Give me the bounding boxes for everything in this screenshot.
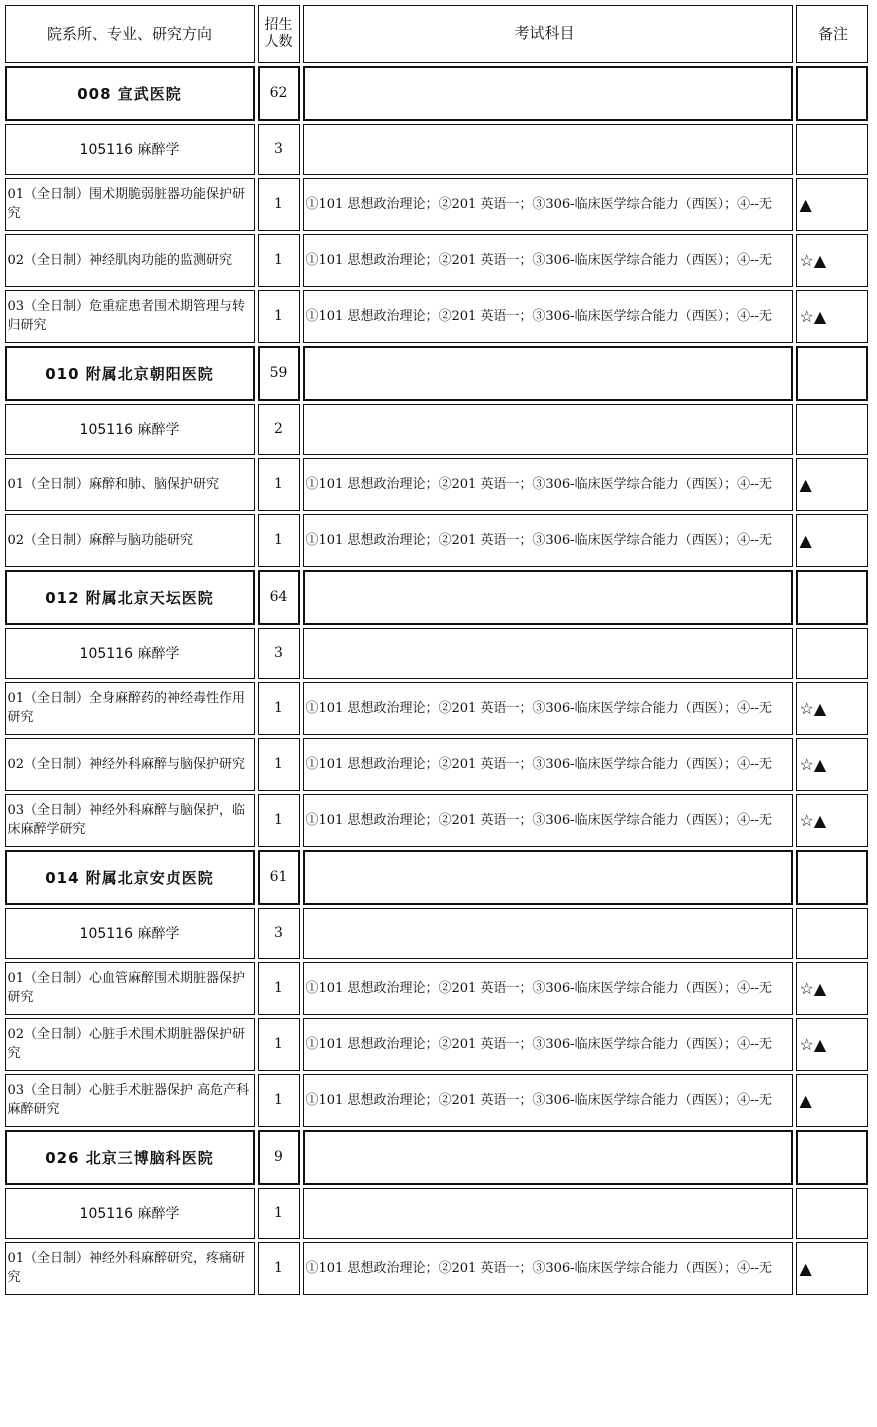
note-marks: ☆▲	[796, 962, 868, 1015]
note-marks: ☆▲	[796, 1018, 868, 1071]
exam-subjects	[303, 628, 793, 679]
direction-row	[3, 960, 872, 1016]
direction-name: 02（全日制）麻醉与脑功能研究	[5, 514, 255, 567]
institution-row	[3, 64, 872, 122]
direction-row	[3, 680, 872, 736]
note-marks: ☆▲	[796, 738, 868, 791]
exam-subjects: ①101 思想政治理论；②201 英语一；③306-临床医学综合能力（西医）；④--无	[303, 458, 793, 511]
exam-subjects: ①101 思想政治理论；②201 英语一；③306-临床医学综合能力（西医）；④--无	[303, 1018, 793, 1071]
note-marks: ☆▲	[796, 682, 868, 735]
exam-subjects: ①101 思想政治理论；②201 英语一；③306-临床医学综合能力（西医）；④--无	[303, 682, 793, 735]
table-body	[3, 64, 872, 1296]
enrollment-count: 1	[258, 1188, 300, 1239]
major-row	[3, 906, 872, 960]
direction-row	[3, 1240, 872, 1296]
header-department: 院系所、专业、研究方向	[5, 5, 255, 63]
direction-name: 03（全日制）神经外科麻醉与脑保护，临床麻醉学研究	[5, 794, 255, 847]
note-marks: ▲	[796, 1074, 868, 1127]
note-marks: ▲	[796, 178, 868, 231]
exam-subjects: ①101 思想政治理论；②201 英语一；③306-临床医学综合能力（西医）；④--无	[303, 234, 793, 287]
enrollment-count: 61	[258, 850, 300, 905]
institution-row	[3, 1128, 872, 1186]
enrollment-count: 1	[258, 290, 300, 343]
exam-subjects	[303, 124, 793, 175]
exam-subjects	[303, 346, 793, 401]
table-header	[3, 3, 872, 64]
enrollment-count: 2	[258, 404, 300, 455]
header-count-line1: 招生	[264, 16, 293, 33]
enrollment-count: 3	[258, 124, 300, 175]
note-marks	[796, 66, 868, 121]
direction-name: 01（全日制）神经外科麻醉研究，疼痛研究	[5, 1242, 255, 1295]
enrollment-count: 1	[258, 178, 300, 231]
enrollment-count: 1	[258, 1018, 300, 1071]
major-name: 105116 麻醉学	[5, 1188, 255, 1239]
enrollment-count: 3	[258, 908, 300, 959]
direction-name: 02（全日制）心脏手术围术期脏器保护研究	[5, 1018, 255, 1071]
direction-row	[3, 1016, 872, 1072]
institution-row	[3, 344, 872, 402]
note-marks	[796, 1130, 868, 1185]
exam-subjects: ①101 思想政治理论；②201 英语一；③306-临床医学综合能力（西医）；④--无	[303, 794, 793, 847]
exam-subjects	[303, 570, 793, 625]
enrollment-count: 1	[258, 458, 300, 511]
note-marks: ☆▲	[796, 290, 868, 343]
note-marks	[796, 124, 868, 175]
enrollment-count: 1	[258, 962, 300, 1015]
direction-name: 02（全日制）神经肌肉功能的监测研究	[5, 234, 255, 287]
note-marks: ▲	[796, 458, 868, 511]
enrollment-count: 59	[258, 346, 300, 401]
enrollment-count: 1	[258, 682, 300, 735]
exam-subjects	[303, 404, 793, 455]
enrollment-count: 1	[258, 1074, 300, 1127]
institution-row	[3, 568, 872, 626]
exam-subjects: ①101 思想政治理论；②201 英语一；③306-临床医学综合能力（西医）；④--无	[303, 1242, 793, 1295]
institution-name: 014 附属北京安贞医院	[5, 850, 255, 905]
note-marks	[796, 908, 868, 959]
enrollment-count: 9	[258, 1130, 300, 1185]
exam-subjects	[303, 66, 793, 121]
header-count-line2: 人数	[264, 33, 293, 50]
enrollment-count: 64	[258, 570, 300, 625]
note-marks: ▲	[796, 1242, 868, 1295]
direction-name: 01（全日制）麻醉和肺、脑保护研究	[5, 458, 255, 511]
exam-subjects	[303, 850, 793, 905]
institution-name: 012 附属北京天坛医院	[5, 570, 255, 625]
enrollment-count: 1	[258, 234, 300, 287]
exam-subjects: ①101 思想政治理论；②201 英语一；③306-临床医学综合能力（西医）；④--无	[303, 738, 793, 791]
direction-name: 03（全日制）心脏手术脏器保护 高危产科麻醉研究	[5, 1074, 255, 1127]
major-row	[3, 402, 872, 456]
enrollment-count: 1	[258, 794, 300, 847]
major-name: 105116 麻醉学	[5, 124, 255, 175]
enrollment-count: 1	[258, 738, 300, 791]
exam-subjects	[303, 1188, 793, 1239]
note-marks	[796, 404, 868, 455]
note-marks: ▲	[796, 514, 868, 567]
exam-subjects	[303, 1130, 793, 1185]
note-marks	[796, 346, 868, 401]
direction-name: 01（全日制）全身麻醉药的神经毒性作用研究	[5, 682, 255, 735]
major-name: 105116 麻醉学	[5, 404, 255, 455]
enrollment-count: 1	[258, 1242, 300, 1295]
note-marks	[796, 850, 868, 905]
enrollment-count: 1	[258, 514, 300, 567]
direction-row	[3, 1072, 872, 1128]
major-name: 105116 麻醉学	[5, 908, 255, 959]
institution-name: 010 附属北京朝阳医院	[5, 346, 255, 401]
exam-subjects: ①101 思想政治理论；②201 英语一；③306-临床医学综合能力（西医）；④--无	[303, 1074, 793, 1127]
direction-row	[3, 232, 872, 288]
note-marks	[796, 1188, 868, 1239]
direction-row	[3, 288, 872, 344]
major-row	[3, 1186, 872, 1240]
direction-row	[3, 176, 872, 232]
exam-subjects: ①101 思想政治理论；②201 英语一；③306-临床医学综合能力（西医）；④--无	[303, 178, 793, 231]
institution-row	[3, 848, 872, 906]
major-row	[3, 122, 872, 176]
enrollment-table	[3, 3, 872, 1296]
header-exam-subjects: 考试科目	[303, 5, 793, 63]
major-row	[3, 626, 872, 680]
enrollment-count: 62	[258, 66, 300, 121]
exam-subjects	[303, 908, 793, 959]
note-marks	[796, 628, 868, 679]
exam-subjects: ①101 思想政治理论；②201 英语一；③306-临床医学综合能力（西医）；④--无	[303, 514, 793, 567]
exam-subjects: ①101 思想政治理论；②201 英语一；③306-临床医学综合能力（西医）；④--无	[303, 290, 793, 343]
note-marks	[796, 570, 868, 625]
direction-name: 03（全日制）危重症患者围术期管理与转归研究	[5, 290, 255, 343]
direction-name: 01（全日制）心血管麻醉围术期脏器保护研究	[5, 962, 255, 1015]
header-notes: 备注	[796, 5, 868, 63]
major-name: 105116 麻醉学	[5, 628, 255, 679]
note-marks: ☆▲	[796, 234, 868, 287]
direction-row	[3, 736, 872, 792]
direction-row	[3, 512, 872, 568]
direction-name: 02（全日制）神经外科麻醉与脑保护研究	[5, 738, 255, 791]
enrollment-count: 3	[258, 628, 300, 679]
institution-name: 008 宣武医院	[5, 66, 255, 121]
direction-row	[3, 456, 872, 512]
note-marks: ☆▲	[796, 794, 868, 847]
direction-row	[3, 792, 872, 848]
header-count	[258, 5, 300, 63]
direction-name: 01（全日制）围术期脆弱脏器功能保护研究	[5, 178, 255, 231]
exam-subjects: ①101 思想政治理论；②201 英语一；③306-临床医学综合能力（西医）；④--无	[303, 962, 793, 1015]
institution-name: 026 北京三博脑科医院	[5, 1130, 255, 1185]
